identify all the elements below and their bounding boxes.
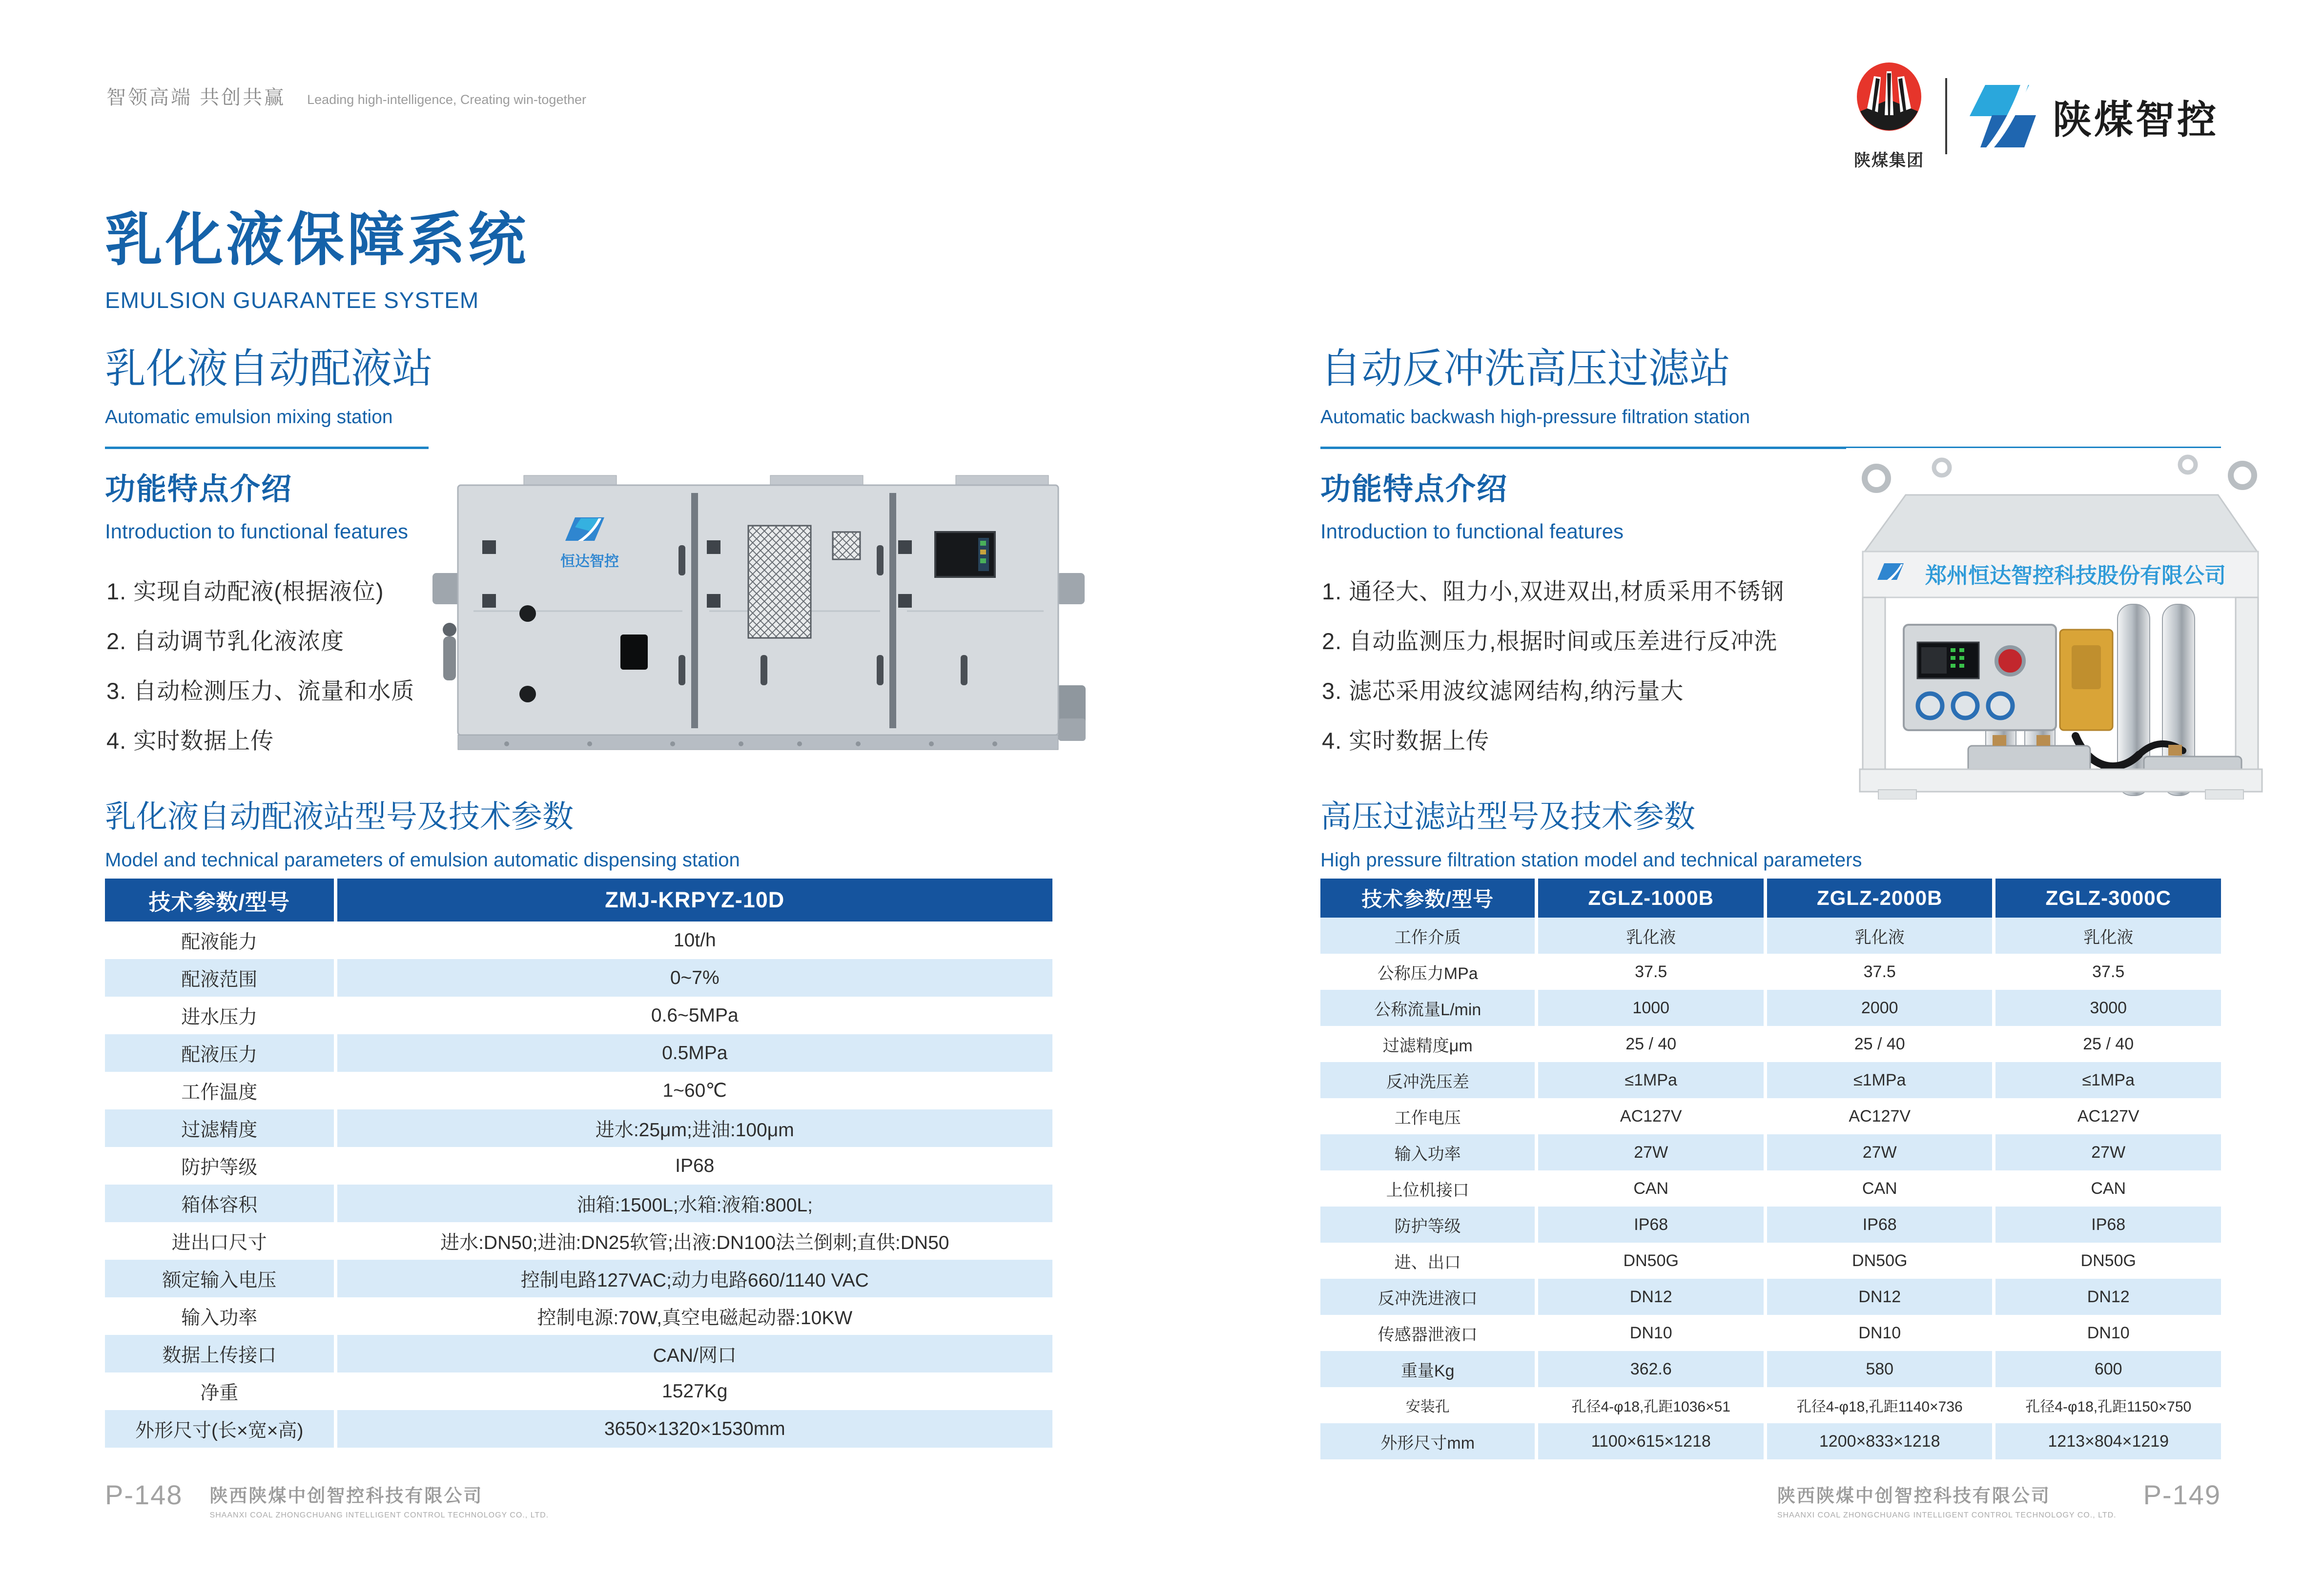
table-cell: 37.5 — [1538, 954, 1767, 990]
right-section-title — [1320, 336, 2221, 449]
table-cell: 控制电路127VAC;动力电路660/1140 VAC — [337, 1260, 1052, 1297]
feature-item: 2. 自动监测压力,根据时间或压差进行反冲洗 — [1322, 628, 1778, 654]
table-cell: AC127V — [1995, 1098, 2221, 1134]
table-cell: 进水:DN50;进油:DN25软管;出液:DN100法兰倒刺;直供:DN50 — [337, 1222, 1052, 1260]
right-table-heading-chinese: 高压过滤站型号及技术参数 — [1320, 799, 1695, 834]
group-logo — [1852, 61, 1926, 171]
right-features-heading-english: Introduction to functional features — [1320, 520, 1624, 543]
table-cell: 安装孔 — [1320, 1387, 1538, 1423]
table-row — [1320, 1315, 2221, 1351]
table-cell: 37.5 — [1767, 954, 1996, 990]
table-cell: 362.6 — [1538, 1351, 1767, 1387]
brand-logos — [1852, 62, 2219, 170]
table-cell: 0.6~5MPa — [337, 997, 1052, 1034]
table-cell: 输入功率 — [1320, 1134, 1538, 1170]
table-row — [1320, 1170, 2221, 1207]
table-cell: CAN — [1767, 1170, 1996, 1207]
left-features-heading — [105, 465, 408, 543]
table-cell: 3000 — [1995, 990, 2221, 1026]
feature-item: 4. 实时数据上传 — [1322, 728, 1490, 754]
table-cell: AC127V — [1538, 1098, 1767, 1134]
left-section-title-english: Automatic emulsion mixing station — [105, 407, 393, 428]
footer-right — [1777, 1479, 2221, 1520]
table-cell: 进水:25μm;进油:100μm — [337, 1109, 1052, 1147]
mixing-station-brand-label: 恒达智控 — [560, 553, 619, 570]
filtration-station-spec-table — [1320, 879, 2221, 1459]
table-cell: 25 / 40 — [1995, 1026, 2221, 1062]
table-cell: ZMJ-KRPYZ-10D — [337, 879, 1052, 922]
table-cell: 600 — [1995, 1351, 2221, 1387]
table-cell: 油箱:1500L;水箱:液箱:800L; — [337, 1185, 1052, 1222]
table-cell: IP68 — [337, 1147, 1052, 1185]
table-cell: 过滤精度 — [105, 1109, 337, 1147]
table-cell: 孔径4-φ18,孔距1150×750 — [1995, 1387, 2221, 1423]
table-cell: 传感器泄液口 — [1320, 1315, 1538, 1351]
table-cell: 进出口尺寸 — [105, 1222, 337, 1260]
table-cell: 27W — [1538, 1134, 1767, 1170]
table-cell: IP68 — [1767, 1207, 1996, 1243]
table-cell: ZGLZ-2000B — [1767, 879, 1996, 918]
table-cell: 孔径4-φ18,孔距1036×51 — [1538, 1387, 1767, 1423]
page-number-right: P-149 — [2143, 1479, 2221, 1510]
table-cell: 工作电压 — [1320, 1098, 1538, 1134]
table-cell: 580 — [1767, 1351, 1996, 1387]
table-cell: 过滤精度μm — [1320, 1026, 1538, 1062]
table-cell: DN12 — [1995, 1279, 2221, 1315]
table-cell: DN10 — [1767, 1315, 1996, 1351]
table-cell: 反冲洗压差 — [1320, 1062, 1538, 1098]
table-cell: 1200×833×1218 — [1767, 1423, 1996, 1459]
table-row — [105, 1260, 1052, 1297]
feature-item: 4. 实时数据上传 — [106, 728, 274, 754]
table-cell: 乳化液 — [1767, 918, 1996, 954]
table-cell: CAN — [1538, 1170, 1767, 1207]
table-cell: 进、出口 — [1320, 1243, 1538, 1279]
table-cell: ≤1MPa — [1767, 1062, 1996, 1098]
page-number-left: P-148 — [105, 1479, 183, 1510]
footer-left — [105, 1479, 549, 1520]
table-cell: DN12 — [1538, 1279, 1767, 1315]
table-row — [105, 1109, 1052, 1147]
table-cell: 配液压力 — [105, 1034, 337, 1072]
table-row — [1320, 1026, 2221, 1062]
brand-logo-icon — [1967, 76, 2040, 157]
table-row — [105, 1185, 1052, 1222]
table-cell: 配液能力 — [105, 922, 337, 959]
table-cell: 输入功率 — [105, 1297, 337, 1335]
left-table-heading-chinese: 乳化液自动配液站型号及技术参数 — [105, 799, 574, 834]
right-section-title-english: Automatic backwash high-pressure filtration station — [1320, 407, 1750, 428]
filtration-station-brand-label: 郑州恒达智控科技股份有限公司 — [1925, 564, 2226, 588]
table-cell: 额定输入电压 — [105, 1260, 337, 1297]
table-cell: 进水压力 — [105, 997, 337, 1034]
header-slogan — [106, 82, 586, 110]
table-cell: 1100×615×1218 — [1538, 1423, 1767, 1459]
table-cell: DN12 — [1767, 1279, 1996, 1315]
table-row — [105, 1297, 1052, 1335]
table-row — [1320, 1207, 2221, 1243]
page-title-chinese: 乳化液保障系统 — [105, 208, 529, 272]
table-row — [1320, 1351, 2221, 1387]
table-cell: 重量Kg — [1320, 1351, 1538, 1387]
table-row — [1320, 918, 2221, 954]
table-cell: 箱体容积 — [105, 1185, 337, 1222]
table-cell: 公称压力MPa — [1320, 954, 1538, 990]
feature-item: 3. 自动检测压力、流量和水质 — [106, 678, 415, 704]
right-table-heading — [1320, 792, 1862, 871]
table-cell: IP68 — [1538, 1207, 1767, 1243]
slogan-english: Leading high-intelligence, Creating win-together — [307, 92, 586, 107]
table-cell: 外形尺寸(长×宽×高) — [105, 1410, 337, 1448]
brand-logo-label: 陕煤智控 — [2053, 98, 2219, 142]
left-table-heading — [105, 792, 740, 871]
feature-item: 3. 滤芯采用波纹滤网结构,纳污量大 — [1322, 678, 1684, 704]
table-cell: 0~7% — [337, 959, 1052, 997]
table-cell: CAN/网口 — [337, 1335, 1052, 1372]
table-row — [1320, 1387, 2221, 1423]
table-cell: 防护等级 — [105, 1147, 337, 1185]
right-features-heading — [1320, 465, 1624, 543]
company-block — [1777, 1479, 2117, 1520]
table-row — [105, 922, 1052, 959]
table-cell: 1000 — [1538, 990, 1767, 1026]
table-row — [1320, 1279, 2221, 1315]
feature-item: 1. 通径大、阻力小,双进双出,材质采用不锈钢 — [1322, 578, 1785, 604]
mixing-station-photo — [429, 445, 1088, 770]
table-row — [1320, 1098, 2221, 1134]
company-name-english: SHAANXI COAL ZHONGCHUANG INTELLIGENT CONTROL TECHNOLOGY CO., LTD. — [209, 1511, 549, 1519]
left-features-heading-english: Introduction to functional features — [105, 520, 409, 543]
table-cell: 技术参数/型号 — [1320, 879, 1538, 918]
table-cell: 控制电源:70W,真空电磁起动器:10KW — [337, 1297, 1052, 1335]
table-cell: 数据上传接口 — [105, 1335, 337, 1372]
table-cell: DN50G — [1538, 1243, 1767, 1279]
feature-item: 1. 实现自动配液(根据液位) — [106, 578, 384, 604]
left-features-heading-chinese: 功能特点介绍 — [105, 472, 293, 506]
table-cell: DN10 — [1995, 1315, 2221, 1351]
slogan-chinese: 智领高端 共创共赢 — [106, 87, 286, 108]
table-cell: 27W — [1767, 1134, 1996, 1170]
table-row — [105, 997, 1052, 1034]
table-cell: 外形尺寸mm — [1320, 1423, 1538, 1459]
table-cell: 1~60℃ — [337, 1072, 1052, 1109]
table-row — [105, 1034, 1052, 1072]
brand-logo — [1967, 76, 2219, 157]
table-cell: 3650×1320×1530mm — [337, 1410, 1052, 1448]
company-name-chinese: 陕西陕煤中创智控科技有限公司 — [209, 1486, 483, 1506]
table-cell: CAN — [1995, 1170, 2221, 1207]
table-cell: 上位机接口 — [1320, 1170, 1538, 1207]
feature-item: 2. 自动调节乳化液浓度 — [106, 628, 345, 654]
table-cell: 2000 — [1767, 990, 1996, 1026]
table-cell: DN50G — [1767, 1243, 1996, 1279]
table-row — [105, 1147, 1052, 1185]
company-name-english: SHAANXI COAL ZHONGCHUANG INTELLIGENT CONTROL TECHNOLOGY CO., LTD. — [1777, 1511, 2117, 1519]
table-cell: 25 / 40 — [1538, 1026, 1767, 1062]
mixing-station-spec-table — [105, 879, 1052, 1448]
table-cell: ≤1MPa — [1995, 1062, 2221, 1098]
table-cell: 乳化液 — [1538, 918, 1767, 954]
page-title-english: EMULSION GUARANTEE SYSTEM — [105, 287, 479, 313]
table-cell: 工作介质 — [1320, 918, 1538, 954]
table-row — [1320, 1134, 2221, 1170]
table-cell: 1527Kg — [337, 1372, 1052, 1410]
company-block — [209, 1479, 549, 1520]
table-cell: 1213×804×1219 — [1995, 1423, 2221, 1459]
table-row — [105, 1372, 1052, 1410]
table-cell: 反冲洗进液口 — [1320, 1279, 1538, 1315]
right-features-heading-chinese: 功能特点介绍 — [1320, 472, 1508, 506]
table-cell: 10t/h — [337, 922, 1052, 959]
left-section-title — [105, 336, 1052, 449]
table-cell: 37.5 — [1995, 954, 2221, 990]
left-table-heading-english: Model and technical parameters of emulsion automatic dispensing station — [105, 849, 740, 871]
table-row — [1320, 1243, 2221, 1279]
table-cell: 25 / 40 — [1767, 1026, 1996, 1062]
table-cell: 净重 — [105, 1372, 337, 1410]
right-feature-list — [1322, 573, 1784, 773]
table-row — [1320, 954, 2221, 990]
table-cell: IP68 — [1995, 1207, 2221, 1243]
table-cell: 乳化液 — [1995, 918, 2221, 954]
table-row — [105, 959, 1052, 997]
left-feature-list — [106, 573, 414, 773]
logo-divider — [1945, 78, 1947, 154]
table-header-row — [105, 879, 1052, 922]
company-name-chinese: 陕西陕煤中创智控科技有限公司 — [1777, 1486, 2051, 1506]
table-cell: AC127V — [1767, 1098, 1996, 1134]
group-logo-icon — [1852, 61, 1926, 142]
table-row — [1320, 1423, 2221, 1459]
group-logo-label: 陕煤集团 — [1854, 151, 1924, 170]
table-cell: 防护等级 — [1320, 1207, 1538, 1243]
table-row — [105, 1222, 1052, 1260]
table-row — [105, 1072, 1052, 1109]
table-row — [1320, 1062, 2221, 1098]
table-cell: 配液范围 — [105, 959, 337, 997]
right-table-heading-english: High pressure filtration station model and technical parameters — [1320, 849, 1862, 871]
table-row — [105, 1335, 1052, 1372]
table-row — [1320, 990, 2221, 1026]
table-cell: 工作温度 — [105, 1072, 337, 1109]
table-cell: DN10 — [1538, 1315, 1767, 1351]
page-title — [105, 193, 529, 313]
table-cell: ZGLZ-3000C — [1995, 879, 2221, 918]
table-cell: DN50G — [1995, 1243, 2221, 1279]
table-cell: ZGLZ-1000B — [1538, 879, 1767, 918]
filtration-station-photo — [1846, 448, 2276, 799]
table-cell: ≤1MPa — [1538, 1062, 1767, 1098]
table-cell: 27W — [1995, 1134, 2221, 1170]
table-cell: 0.5MPa — [337, 1034, 1052, 1072]
table-header-row — [1320, 879, 2221, 918]
table-cell: 孔径4-φ18,孔距1140×736 — [1767, 1387, 1996, 1423]
table-cell: 技术参数/型号 — [105, 879, 337, 922]
right-section-title-chinese: 自动反冲洗高压过滤站 — [1320, 346, 1731, 391]
left-section-title-chinese: 乳化液自动配液站 — [105, 346, 433, 391]
table-cell: 公称流量L/min — [1320, 990, 1538, 1026]
table-row — [105, 1410, 1052, 1448]
